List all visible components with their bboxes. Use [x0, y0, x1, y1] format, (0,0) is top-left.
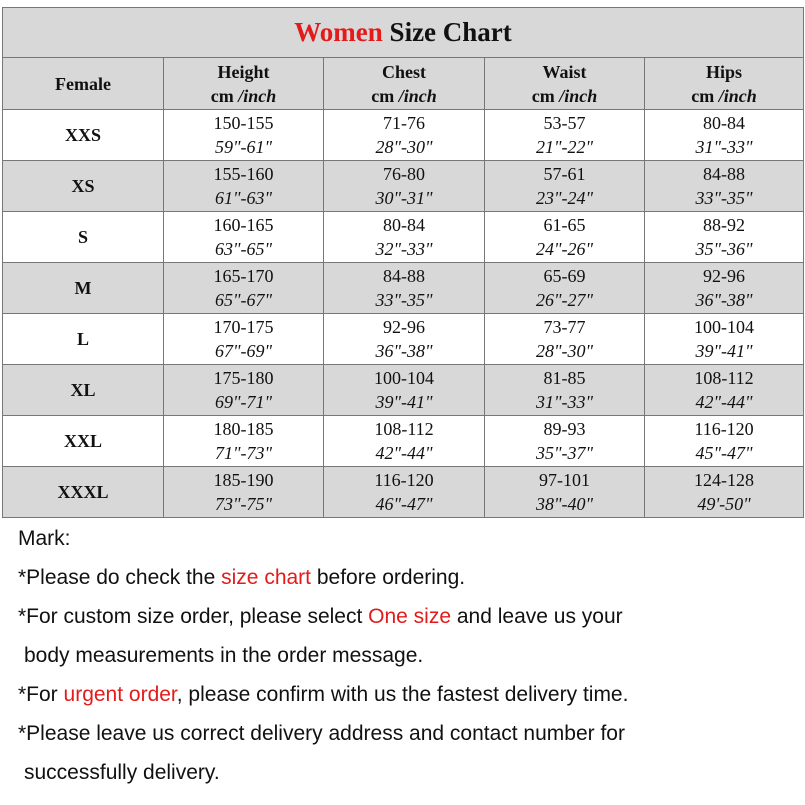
- cm-value: 80-84: [703, 113, 746, 133]
- header-unit: cm /inch: [531, 85, 598, 106]
- header-row: [3, 58, 804, 110]
- header-label: Hips: [706, 61, 743, 82]
- measurement-cell: [645, 314, 804, 365]
- cm-value: 108-112: [694, 368, 754, 388]
- cm-value: 65-69: [543, 266, 586, 286]
- note-line-3: body measurements in the order message.: [24, 644, 424, 667]
- header-unit: cm /inch: [691, 85, 757, 106]
- inch-value: 39"-41": [375, 392, 433, 412]
- size-label: XXS: [3, 110, 164, 161]
- inch-value: 28"-30": [375, 137, 433, 157]
- inch-value: 24"-26": [535, 239, 594, 259]
- header-hips: [645, 58, 804, 110]
- measurement-cell: [324, 110, 485, 161]
- measurement-cell: [645, 161, 804, 212]
- inch-value: 42"-44": [375, 443, 433, 463]
- cm-value: 71-76: [383, 113, 425, 133]
- header-label: Chest: [382, 61, 426, 82]
- note-line-4: [18, 680, 798, 719]
- inch-value: 59"-61": [214, 137, 273, 157]
- chart-title: [3, 8, 804, 58]
- size-label: XXL: [3, 416, 164, 467]
- measurement-cell: [645, 263, 804, 314]
- measurement-cell: [485, 110, 645, 161]
- table-row: [3, 212, 804, 263]
- inch-value: 31"-33": [695, 137, 753, 157]
- cm-value: 165-170: [213, 266, 274, 286]
- inch-value: 23"-24": [535, 188, 594, 208]
- measurement-cell: [324, 416, 485, 467]
- cm-value: 116-120: [374, 470, 434, 490]
- inch-value: 30"-31": [375, 188, 433, 208]
- inch-value: 36"-38": [375, 341, 433, 361]
- table-row: [3, 263, 804, 314]
- inch-value: 38"-40": [535, 494, 594, 514]
- measurement-cell: [645, 365, 804, 416]
- measurement-cell: [164, 467, 324, 518]
- header-waist: [485, 58, 645, 110]
- table-row: [3, 314, 804, 365]
- measurement-cell: [164, 110, 324, 161]
- measurement-cell: [164, 161, 324, 212]
- measurement-cell: [324, 263, 485, 314]
- cm-value: 73-77: [543, 317, 586, 337]
- measurement-cell: [485, 467, 645, 518]
- inch-value: 46"-47": [375, 494, 433, 514]
- inch-value: 33"-35": [375, 290, 433, 310]
- measurement-cell: [324, 365, 485, 416]
- table-row: [3, 365, 804, 416]
- cm-value: 170-175: [213, 317, 274, 337]
- table-row: [3, 416, 804, 467]
- header-chest: [324, 58, 485, 110]
- cm-value: 92-96: [703, 266, 746, 286]
- cm-value: 80-84: [383, 215, 425, 235]
- note-text: and leave us your: [451, 605, 623, 628]
- inch-value: 31"-33": [535, 392, 594, 412]
- measurement-cell: [485, 263, 645, 314]
- note-line-2: [18, 602, 798, 641]
- size-rows: [3, 110, 804, 518]
- cm-value: 150-155: [213, 113, 274, 133]
- inch-value: 45"-47": [695, 443, 753, 463]
- chart-title-rest: Size Chart: [382, 17, 512, 47]
- measurement-cell: [324, 314, 485, 365]
- cm-value: 160-165: [213, 215, 274, 235]
- note-text: *For: [18, 683, 64, 706]
- cm-value: 88-92: [703, 215, 746, 235]
- measurement-cell: [645, 110, 804, 161]
- measurement-cell: [164, 416, 324, 467]
- cm-value: 100-104: [694, 317, 755, 337]
- measurement-cell: [645, 467, 804, 518]
- size-label: M: [3, 263, 164, 314]
- inch-value: 36"-38": [695, 290, 753, 310]
- cm-value: 76-80: [383, 164, 425, 184]
- header-label: Waist: [542, 61, 587, 82]
- table-row: [3, 161, 804, 212]
- note-line-6: successfully delivery.: [24, 761, 220, 784]
- size-label: XS: [3, 161, 164, 212]
- note-text: before ordering.: [311, 566, 466, 589]
- header-female: Female: [3, 58, 164, 110]
- measurement-cell: [324, 161, 485, 212]
- notes-section: [18, 524, 798, 797]
- measurement-cell: [485, 212, 645, 263]
- measurement-cell: [164, 212, 324, 263]
- note-text: *For custom size order, please select: [18, 605, 369, 628]
- cm-value: 155-160: [213, 164, 274, 184]
- chart-title-highlight: Women: [294, 17, 383, 47]
- size-label: XL: [3, 365, 164, 416]
- cm-value: 97-101: [539, 470, 590, 490]
- measurement-cell: [164, 314, 324, 365]
- inch-value: 73"-75": [214, 494, 273, 514]
- header-height: [164, 58, 324, 110]
- measurement-cell: [485, 314, 645, 365]
- cm-value: 180-185: [213, 419, 274, 439]
- inch-value: 35"-37": [535, 443, 594, 463]
- inch-value: 49'-50": [697, 494, 751, 514]
- size-label: L: [3, 314, 164, 365]
- measurement-cell: [324, 212, 485, 263]
- note-line-1: [18, 563, 798, 602]
- measurement-cell: [485, 416, 645, 467]
- note-highlight: size chart: [221, 566, 312, 589]
- inch-value: 33"-35": [695, 188, 753, 208]
- inch-value: 67"-69": [214, 341, 273, 361]
- table-row: [3, 110, 804, 161]
- cm-value: 61-65: [543, 215, 586, 235]
- size-label: S: [3, 212, 164, 263]
- inch-value: 26"-27": [535, 290, 594, 310]
- cm-value: 108-112: [374, 419, 434, 439]
- inch-value: 39"-41": [695, 341, 753, 361]
- measurement-cell: [485, 161, 645, 212]
- note-highlight: urgent order: [63, 683, 177, 706]
- cm-value: 92-96: [383, 317, 425, 337]
- inch-value: 61"-63": [214, 188, 273, 208]
- measurement-cell: [485, 365, 645, 416]
- table-row: [3, 467, 804, 518]
- measurement-cell: [645, 212, 804, 263]
- cm-value: 185-190: [213, 470, 274, 490]
- cm-value: 81-85: [543, 368, 586, 388]
- size-label: XXXL: [3, 467, 164, 518]
- cm-value: 124-128: [694, 470, 755, 490]
- note-text: , please confirm with us the fastest delivery time.: [176, 683, 629, 706]
- cm-value: 116-120: [694, 419, 754, 439]
- note-highlight: One size: [368, 605, 452, 628]
- notes-heading: Mark:: [18, 527, 71, 550]
- size-chart-table: [2, 7, 804, 518]
- inch-value: 71"-73": [214, 443, 273, 463]
- inch-value: 32"-33": [375, 239, 433, 259]
- inch-value: 65"-67": [214, 290, 273, 310]
- header-unit: cm /inch: [371, 85, 437, 106]
- note-text: *Please do check the: [18, 566, 222, 589]
- cm-value: 53-57: [543, 113, 586, 133]
- cm-value: 57-61: [543, 164, 586, 184]
- header-unit: cm /inch: [210, 85, 277, 106]
- inch-value: 69"-71": [214, 392, 273, 412]
- inch-value: 42"-44": [695, 392, 753, 412]
- measurement-cell: [324, 467, 485, 518]
- cm-value: 84-88: [383, 266, 425, 286]
- cm-value: 175-180: [213, 368, 274, 388]
- measurement-cell: [164, 263, 324, 314]
- cm-value: 100-104: [374, 368, 434, 388]
- measurement-cell: [164, 365, 324, 416]
- cm-value: 89-93: [543, 419, 586, 439]
- note-line-5: *Please leave us correct delivery address and contact number for: [18, 722, 625, 745]
- measurement-cell: [645, 416, 804, 467]
- inch-value: 21"-22": [535, 137, 594, 157]
- inch-value: 28"-30": [535, 341, 594, 361]
- inch-value: 35"-36": [695, 239, 753, 259]
- inch-value: 63"-65": [214, 239, 273, 259]
- cm-value: 84-88: [703, 164, 746, 184]
- header-label: Height: [217, 61, 270, 82]
